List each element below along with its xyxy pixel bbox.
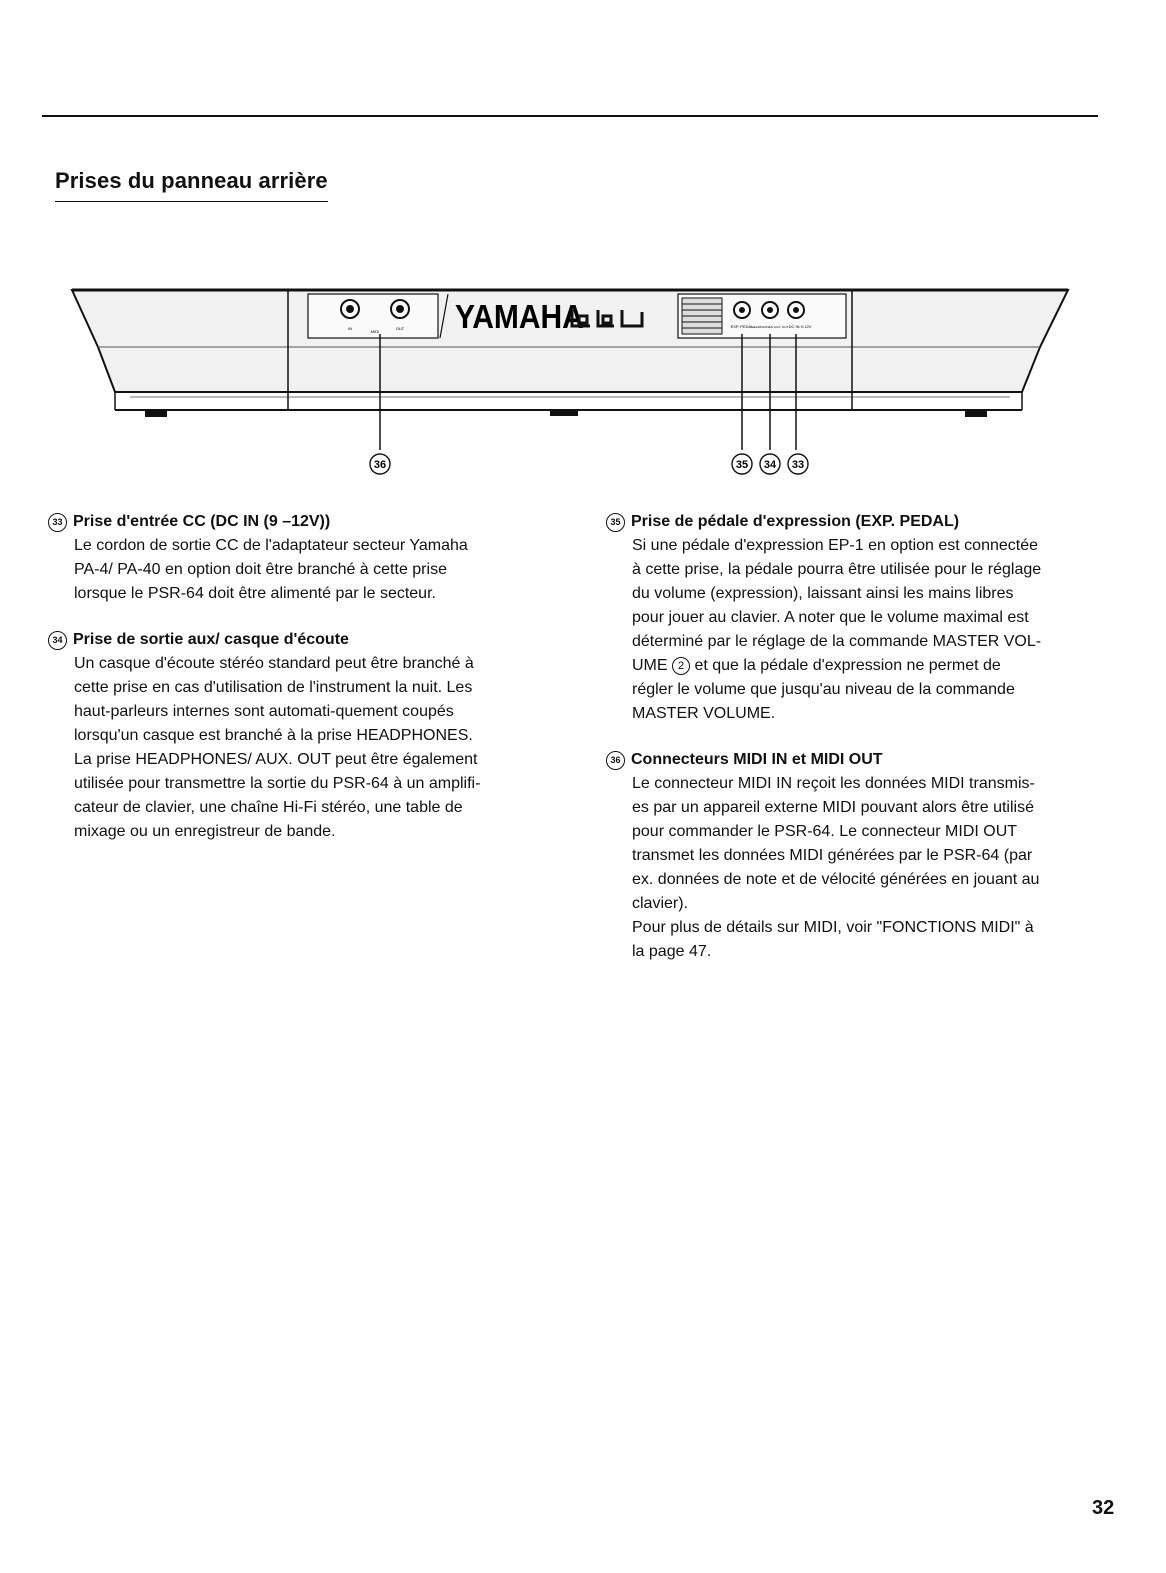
body-line: pour jouer au clavier. A noter que le volume maximal est bbox=[632, 609, 1029, 626]
callout-34: 34 bbox=[763, 459, 777, 471]
dc-in-label: DC IN 9-12V bbox=[788, 324, 812, 329]
line-start: UME bbox=[632, 657, 672, 674]
vent-grille-icon bbox=[682, 298, 722, 334]
page-title: Prises du panneau arrière bbox=[55, 168, 328, 202]
rear-panel-diagram bbox=[60, 272, 1080, 492]
body-line: utilisée pour transmettre la sortie du PSR-64 à un amplifi- bbox=[74, 775, 481, 792]
midi-in-label: IN bbox=[348, 326, 352, 331]
body-line: lorsqu'un casque est branché à la prise HEADPHONES. bbox=[74, 727, 473, 744]
section-36 bbox=[606, 748, 1106, 964]
section-number-badge: 36 bbox=[606, 751, 625, 770]
callout-33: 33 bbox=[791, 459, 805, 471]
right-column bbox=[606, 510, 1106, 986]
section-number-badge: 35 bbox=[606, 513, 625, 532]
body-line: mixage ou un enregistreur de bande. bbox=[74, 823, 336, 840]
section-34 bbox=[48, 628, 528, 844]
body-line: La prise HEADPHONES/ AUX. OUT peut être également bbox=[74, 751, 478, 768]
body-line: PA-4/ PA-40 en option doit être branché à cette prise bbox=[74, 561, 447, 578]
foot-left bbox=[145, 410, 167, 417]
reference-number-badge: 2 bbox=[672, 657, 690, 675]
body-line: la page 47. bbox=[632, 943, 712, 960]
body-line bbox=[632, 654, 1106, 678]
yamaha-logo: YAMAHA bbox=[455, 297, 584, 336]
foot-center bbox=[550, 410, 578, 416]
headphones-label: HEADPHONES/ AUX. OUT bbox=[751, 325, 789, 329]
section-33 bbox=[48, 510, 528, 606]
midi-out-label: OUT bbox=[395, 326, 405, 331]
body-line: clavier). bbox=[632, 895, 689, 912]
foot-right bbox=[965, 410, 987, 417]
body-line: régler le volume que jusqu'au niveau de la commande bbox=[632, 681, 1015, 698]
body-line: du volume (expression), laissant ainsi les mains libres bbox=[632, 585, 1014, 602]
section-heading: Prise de sortie aux/ casque d'écoute bbox=[73, 631, 349, 648]
page-number: 32 bbox=[1092, 1497, 1115, 1519]
line-end: et que la pédale d'expression ne permet de bbox=[690, 657, 1001, 674]
body-line: haut-parleurs internes sont automati-quement coupés bbox=[74, 703, 454, 720]
section-number-badge: 34 bbox=[48, 631, 67, 650]
body-line: es par un appareil externe MIDI pouvant alors être utilisé bbox=[632, 799, 1034, 816]
section-number-badge: 33 bbox=[48, 513, 67, 532]
body-line: transmet les données MIDI générées par le PSR-64 (par bbox=[632, 847, 1033, 864]
body-line: cette prise en cas d'utilisation de l'instrument la nuit. Les bbox=[74, 679, 473, 696]
body-line: cateur de clavier, une chaîne Hi-Fi stéréo, une table de bbox=[74, 799, 463, 816]
midi-group-label: MIDI bbox=[370, 329, 380, 334]
body-line: Un casque d'écoute stéréo standard peut être branché à bbox=[74, 655, 474, 672]
section-heading: Connecteurs MIDI IN et MIDI OUT bbox=[631, 751, 883, 768]
top-rule bbox=[42, 115, 1098, 117]
body-line: Le cordon de sortie CC de l'adaptateur secteur Yamaha bbox=[74, 537, 468, 554]
section-heading: Prise d'entrée CC (DC IN (9 –12V)) bbox=[73, 513, 331, 530]
body-line: ex. données de note et de vélocité générées en jouant au bbox=[632, 871, 1040, 888]
callout-35: 35 bbox=[735, 459, 749, 471]
body-line: à cette prise, la pédale pourra être utilisée pour le réglage bbox=[632, 561, 1042, 578]
body-line: Pour plus de détails sur MIDI, voir "FONCTIONS MIDI" à bbox=[632, 919, 1034, 936]
left-column bbox=[48, 510, 528, 866]
body-line: MASTER VOLUME. bbox=[632, 705, 776, 722]
body-line: lorsque le PSR-64 doit être alimenté par le secteur. bbox=[74, 585, 436, 602]
callout-36: 36 bbox=[373, 459, 387, 471]
body-line: déterminé par le réglage de la commande MASTER VOL- bbox=[632, 633, 1042, 650]
body-line: Le connecteur MIDI IN reçoit les données MIDI transmis- bbox=[632, 775, 1035, 792]
section-heading: Prise de pédale d'expression (EXP. PEDAL) bbox=[631, 513, 960, 530]
section-35 bbox=[606, 510, 1106, 726]
body-line: Si une pédale d'expression EP-1 en option est connectée bbox=[632, 537, 1038, 554]
exp-pedal-label: EXP. PEDAL bbox=[730, 324, 754, 329]
body-line: pour commander le PSR-64. Le connecteur MIDI OUT bbox=[632, 823, 1018, 840]
